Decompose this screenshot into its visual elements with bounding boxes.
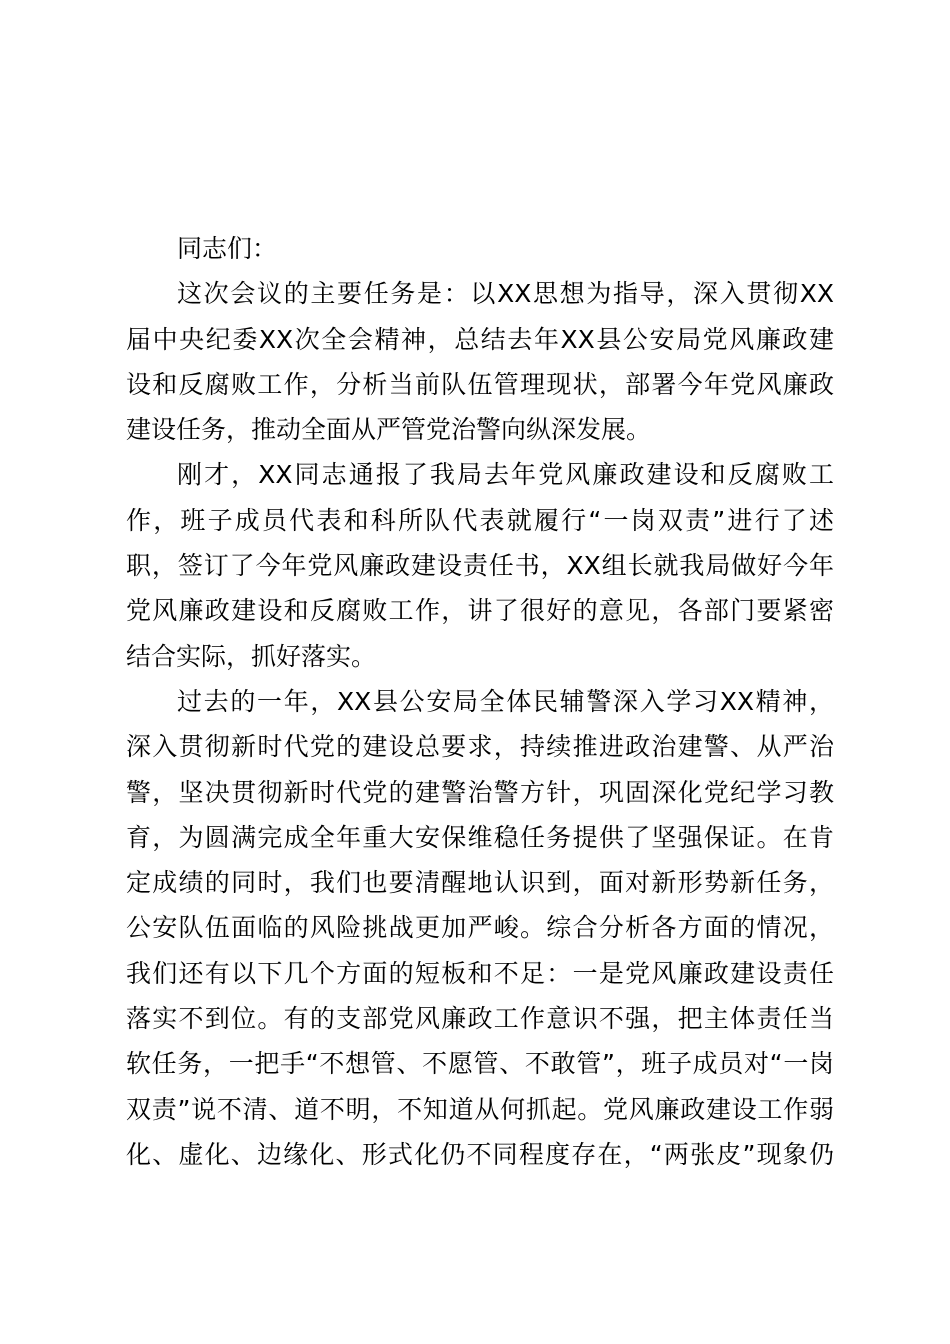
paragraph-line: 职，签订了今年党风廉政建设责任书，XX组长就我局做好今年 xyxy=(126,551,834,581)
paragraph-line: 警，坚决贯彻新时代党的建警治警方针，巩固深化党纪学习教 xyxy=(126,777,834,807)
paragraph-line: 这次会议的主要任务是：以XX思想为指导，深入贯彻XX xyxy=(177,279,834,309)
paragraph-line: 我们还有以下几个方面的短板和不足：一是党风廉政建设责任 xyxy=(126,958,834,988)
paragraph-line: 刚才，XX同志通报了我局去年党风廉政建设和反腐败工 xyxy=(177,460,834,490)
paragraph-line: 作，班子成员代表和科所队代表就履行“一岗双责”进行了述 xyxy=(126,505,834,535)
paragraph-line: 届中央纪委XX次全会精神，总结去年XX县公安局党风廉政建 xyxy=(126,324,834,354)
paragraph-line: 化、虚化、边缘化、形式化仍不同程度存在，“两张皮”现象仍 xyxy=(126,1139,834,1169)
paragraph-line: 设和反腐败工作，分析当前队伍管理现状，部署今年党风廉政 xyxy=(126,369,834,399)
salutation-line: 同志们： xyxy=(177,234,278,263)
paragraph-line: 定成绩的同时，我们也要清醒地认识到，面对新形势新任务， xyxy=(126,868,834,898)
paragraph-line: 公安队伍面临的风险挑战更加严峻。综合分析各方面的情况， xyxy=(126,913,834,943)
paragraph-line: 过去的一年，XX县公安局全体民辅警深入学习XX精神， xyxy=(177,686,834,716)
paragraph-line: 育，为圆满完成全年重大安保维稳任务提供了坚强保证。在肯 xyxy=(126,822,834,852)
paragraph-line: 落实不到位。有的支部党风廉政工作意识不强，把主体责任当 xyxy=(126,1004,834,1034)
paragraph-line: 软任务，一把手“不想管、不愿管、不敢管”，班子成员对“一岗 xyxy=(126,1049,834,1079)
paragraph-line: 结合实际，抓好落实。 xyxy=(126,641,377,671)
paragraph-line: 党风廉政建设和反腐败工作，讲了很好的意见，各部门要紧密 xyxy=(126,596,834,626)
document-body xyxy=(126,226,834,1177)
paragraph-line: 建设任务，推动全面从严管党治警向纵深发展。 xyxy=(126,415,652,445)
paragraph-line: 双责”说不清、道不明，不知道从何抓起。党风廉政建设工作弱 xyxy=(126,1094,834,1124)
paragraph-line: 深入贯彻新时代党的建设总要求，持续推进政治建警、从严治 xyxy=(126,732,834,762)
